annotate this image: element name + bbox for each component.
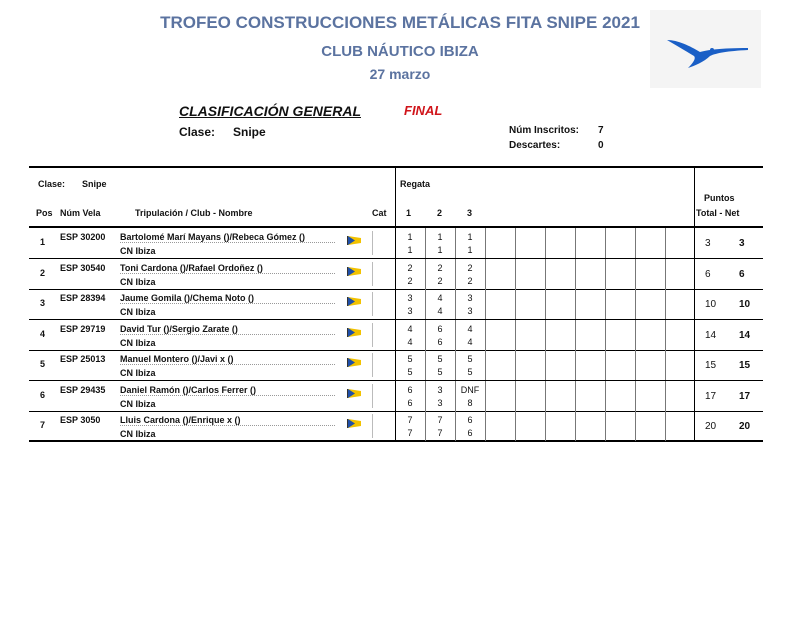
row-club: CN Ibiza	[120, 368, 156, 378]
race-2-points: 1	[437, 245, 443, 255]
row-net: 20	[739, 421, 751, 432]
row-club: CN Ibiza	[120, 337, 156, 348]
grid-line	[575, 381, 576, 411]
grid-line	[694, 259, 695, 289]
row-net: 10	[739, 299, 751, 310]
table-class-value: Snipe	[82, 179, 107, 189]
race-1-score: 6	[407, 384, 413, 395]
classification-title: CLASIFICACIÓN GENERAL	[179, 103, 361, 119]
row-position: 3	[40, 298, 46, 308]
event-title: TROFEO CONSTRUCCIONES METÁLICAS FITA SNIPE 2021	[160, 13, 640, 32]
row-sail-number: ESP 30200	[60, 232, 106, 242]
row-position: 6	[40, 389, 46, 400]
regata-header: Regata	[400, 179, 431, 189]
grid-line	[455, 320, 456, 350]
row-total: 20	[705, 421, 717, 432]
row-crew: Bartolomé Marí Mayans ()/Rebeca Gómez ()	[120, 232, 335, 243]
grid-line	[485, 259, 486, 289]
grid-line	[575, 289, 576, 319]
bird-logo-icon	[650, 10, 761, 88]
race-3-score: 5	[467, 354, 473, 364]
race-2-points: 5	[437, 367, 443, 377]
event-date: 27 marzo	[369, 66, 431, 82]
grid-line	[665, 381, 666, 411]
row-position: 2	[40, 267, 46, 278]
class-label: Clase:	[179, 125, 216, 139]
cat-divider	[372, 414, 373, 438]
club-name: CLUB NÁUTICO IBIZA	[321, 43, 479, 60]
row-sail-number: ESP 25013	[60, 354, 106, 364]
row-total: 14	[705, 329, 717, 341]
grid-line	[515, 350, 516, 380]
race-1-score: 5	[407, 354, 413, 364]
race-1-score: 1	[407, 232, 413, 242]
race-1-points: 6	[407, 397, 413, 408]
race-2-points: 3	[437, 397, 443, 408]
grid-line	[485, 411, 486, 441]
grid-line	[665, 289, 666, 319]
table-top-border	[29, 166, 763, 168]
row-club: CN Ibiza	[120, 398, 156, 409]
race-3-score: 4	[467, 323, 473, 334]
grid-line	[515, 228, 516, 258]
grid-line	[665, 228, 666, 258]
grid-line	[395, 289, 396, 319]
table-row	[29, 381, 763, 412]
row-sail-number: ESP 3050	[60, 415, 101, 425]
grid-line	[694, 411, 695, 441]
cat-divider	[372, 353, 373, 377]
race-2-score: 1	[437, 232, 443, 242]
grid-line	[455, 411, 456, 441]
grid-line	[605, 289, 606, 319]
grid-line	[425, 228, 426, 258]
grid-line	[545, 350, 546, 380]
col-race-3: 3	[467, 208, 473, 218]
race-1-points: 3	[407, 306, 413, 316]
grid-line	[605, 411, 606, 441]
race-3-score: 1	[467, 232, 473, 242]
grid-line	[395, 228, 396, 258]
table-row	[29, 259, 763, 290]
grid-line	[694, 228, 695, 258]
col-pos: Pos	[36, 208, 53, 218]
club-flag-icon	[347, 263, 361, 272]
row-net: 3	[739, 238, 745, 249]
row-net: 15	[739, 360, 751, 371]
grid-line	[605, 320, 606, 350]
row-crew: Toni Cardona ()/Rafael Ordoñez ()	[120, 263, 335, 274]
grid-line	[395, 381, 396, 411]
grid-line	[515, 411, 516, 441]
grid-line	[605, 228, 606, 258]
row-total: 17	[705, 390, 717, 402]
race-2-score: 2	[437, 262, 443, 273]
row-sail-number: ESP 30540	[60, 262, 106, 273]
grid-line	[635, 381, 636, 411]
grid-line	[665, 411, 666, 441]
grid-line	[694, 289, 695, 319]
grid-line	[515, 381, 516, 411]
grid-line	[485, 320, 486, 350]
grid-line	[605, 350, 606, 380]
points-header: Puntos	[704, 193, 735, 203]
grid-line	[395, 411, 396, 441]
grid-line	[515, 259, 516, 289]
race-3-points: 2	[467, 275, 473, 286]
row-crew: Lluis Cardona ()/Enrique x ()	[120, 415, 335, 426]
grid-line	[575, 411, 576, 441]
grid-line	[485, 381, 486, 411]
cat-divider	[372, 384, 373, 408]
grid-line	[635, 259, 636, 289]
race-3-points: 8	[467, 397, 473, 408]
row-net: 6	[739, 268, 745, 280]
row-position: 5	[40, 359, 46, 369]
grid-line	[455, 381, 456, 411]
grid-line	[545, 411, 546, 441]
grid-line	[665, 259, 666, 289]
race-3-points: 3	[467, 306, 473, 316]
race-3-points: 4	[467, 336, 473, 347]
row-total: 3	[705, 238, 711, 249]
grid-line	[485, 289, 486, 319]
grid-line	[455, 259, 456, 289]
col-race-1: 1	[406, 208, 412, 218]
club-flag-icon	[347, 385, 361, 394]
grid-line	[455, 350, 456, 380]
grid-line	[635, 228, 636, 258]
col-crew: Tripulación / Club - Nombre	[135, 208, 253, 218]
grid-line	[395, 350, 396, 380]
grid-line	[395, 320, 396, 350]
race-3-score: 2	[467, 262, 473, 273]
row-separator	[29, 441, 763, 442]
row-total: 6	[705, 268, 711, 280]
grid-line	[694, 320, 695, 350]
race-1-points: 5	[407, 367, 413, 377]
cat-divider	[372, 323, 373, 347]
grid-line	[545, 259, 546, 289]
entries-value: 7	[598, 125, 604, 136]
race-3-score: 6	[467, 415, 473, 425]
regata-divider	[395, 168, 396, 226]
race-2-points: 6	[437, 336, 443, 347]
race-2-points: 7	[437, 428, 443, 438]
row-position: 1	[40, 237, 46, 247]
row-position: 7	[40, 420, 46, 430]
col-sail-number: Núm Vela	[60, 208, 101, 218]
race-2-score: 3	[437, 384, 443, 395]
race-1-points: 2	[407, 275, 413, 286]
table-row	[29, 350, 763, 381]
entries-label: Núm Inscritos:	[509, 125, 580, 136]
grid-line	[425, 320, 426, 350]
grid-line	[635, 320, 636, 350]
club-flag-icon	[347, 354, 361, 363]
row-net: 17	[739, 390, 751, 402]
grid-line	[545, 228, 546, 258]
grid-line	[455, 289, 456, 319]
race-3-points: 1	[467, 245, 473, 255]
grid-line	[515, 289, 516, 319]
race-1-points: 4	[407, 336, 413, 347]
grid-line	[605, 259, 606, 289]
class-value: Snipe	[233, 125, 266, 139]
row-crew: Daniel Ramón ()/Carlos Ferrer ()	[120, 385, 335, 396]
race-3-score: 3	[467, 293, 473, 303]
race-2-score: 4	[437, 293, 443, 303]
cat-divider	[372, 262, 373, 286]
grid-line	[635, 289, 636, 319]
race-2-score: 5	[437, 354, 443, 364]
grid-line	[425, 259, 426, 289]
table-row	[29, 320, 763, 351]
grid-line	[395, 259, 396, 289]
grid-line	[605, 381, 606, 411]
discards-value: 0	[598, 140, 604, 151]
grid-line	[694, 381, 695, 411]
race-1-score: 2	[407, 262, 413, 273]
row-net: 14	[739, 329, 751, 341]
grid-line	[485, 350, 486, 380]
race-1-points: 7	[407, 428, 413, 438]
table-row	[29, 228, 763, 259]
grid-line	[425, 381, 426, 411]
grid-line	[425, 411, 426, 441]
grid-line	[425, 350, 426, 380]
race-1-points: 1	[407, 245, 413, 255]
grid-line	[545, 320, 546, 350]
grid-line	[485, 228, 486, 258]
table-row	[29, 411, 763, 442]
race-3-points: 6	[467, 428, 473, 438]
race-2-points: 4	[437, 306, 443, 316]
status-final: FINAL	[404, 103, 443, 118]
club-flag-icon	[347, 293, 361, 302]
row-sail-number: ESP 29719	[60, 323, 106, 334]
race-2-score: 7	[437, 415, 443, 425]
race-1-score: 7	[407, 415, 413, 425]
grid-line	[425, 289, 426, 319]
grid-line	[635, 411, 636, 441]
club-flag-icon	[347, 232, 361, 241]
row-crew: David Tur ()/Sergio Zarate ()	[120, 324, 335, 335]
grid-line	[694, 350, 695, 380]
grid-line	[545, 289, 546, 319]
row-crew: Manuel Montero ()/Javi x ()	[120, 354, 335, 365]
grid-line	[545, 381, 546, 411]
grid-line	[665, 350, 666, 380]
row-sail-number: ESP 29435	[60, 384, 106, 395]
table-row	[29, 289, 763, 320]
row-position: 4	[40, 328, 46, 339]
grid-line	[665, 320, 666, 350]
row-total: 10	[705, 299, 717, 310]
cat-divider	[372, 231, 373, 255]
grid-line	[635, 350, 636, 380]
grid-line	[575, 320, 576, 350]
grid-line	[515, 320, 516, 350]
col-cat: Cat	[372, 208, 387, 218]
grid-line	[575, 259, 576, 289]
race-3-score: DNF	[460, 384, 480, 395]
grid-line	[575, 228, 576, 258]
table-class-label: Clase:	[38, 179, 66, 189]
cat-divider	[372, 292, 373, 316]
club-flag-icon	[347, 415, 361, 424]
grid-line	[575, 350, 576, 380]
race-2-score: 6	[437, 323, 443, 334]
row-total: 15	[705, 360, 717, 371]
col-race-2: 2	[437, 208, 443, 218]
club-flag-icon	[347, 324, 361, 333]
race-1-score: 3	[407, 293, 413, 303]
row-club: CN Ibiza	[120, 307, 156, 317]
row-club: CN Ibiza	[120, 276, 156, 287]
row-club: CN Ibiza	[120, 429, 156, 439]
points-divider	[694, 168, 695, 226]
race-1-score: 4	[407, 323, 413, 334]
row-sail-number: ESP 28394	[60, 293, 106, 303]
discards-label: Descartes:	[509, 140, 561, 151]
race-3-points: 5	[467, 367, 473, 377]
row-crew: Jaume Gomila ()/Chema Noto ()	[120, 293, 335, 304]
grid-line	[455, 228, 456, 258]
row-club: CN Ibiza	[120, 246, 156, 256]
col-total-net: Total - Net	[696, 208, 740, 218]
race-2-points: 2	[437, 275, 443, 286]
